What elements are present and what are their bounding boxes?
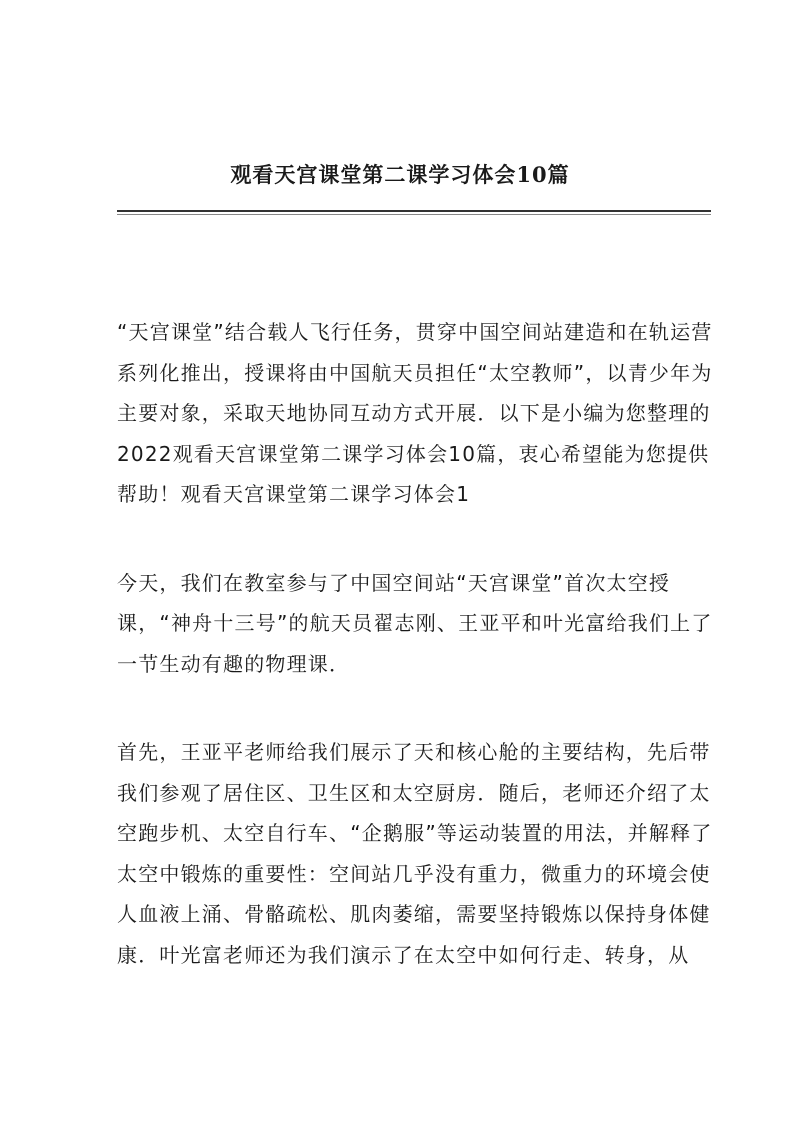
paragraph-3: 首先，王亚平老师给我们展示了天和核心舱的主要结构，先后带我们参观了居住区、卫生区和太空厨房．随后，老师还介绍了太空跑步机、太空自行车、“企鹅服”等运动装置的用法，并解释了太空中锻炼的重要性：空间站几乎没有重力，微重力的环境会使人血液上涌、骨骼疏松、肌肉萎缩，需要坚持锻炼以保持身体健康．叶光富老师还为我们演示了在太空中如何行走、转身，从 <box>117 740 713 967</box>
paragraph-2: 今天，我们在教室参与了中国空间站“天宫课堂”首次太空授课，“神舟十三号”的航天员翟志刚、王亚平和叶光富给我们上了一节生动有趣的物理课． <box>117 570 713 676</box>
paragraph-intro: “天宫课堂”结合载人飞行任务，贯穿中国空间站建造和在轨运营系列化推出，授课将由中国航天员担任“太空教师”，以青少年为主要对象，采取天地协同互动方式开展．以下是小编为您整理的2022观看天宫课堂第二课学习体会10篇，衷心希望能为您提供帮助！观看天宫课堂第二课学习体会1 <box>117 320 713 506</box>
document-title: 观看天宫课堂第二课学习体会10篇 <box>230 162 570 187</box>
document-body <box>117 312 717 1023</box>
title-underline <box>117 210 711 212</box>
title-underline-thin <box>117 214 711 215</box>
